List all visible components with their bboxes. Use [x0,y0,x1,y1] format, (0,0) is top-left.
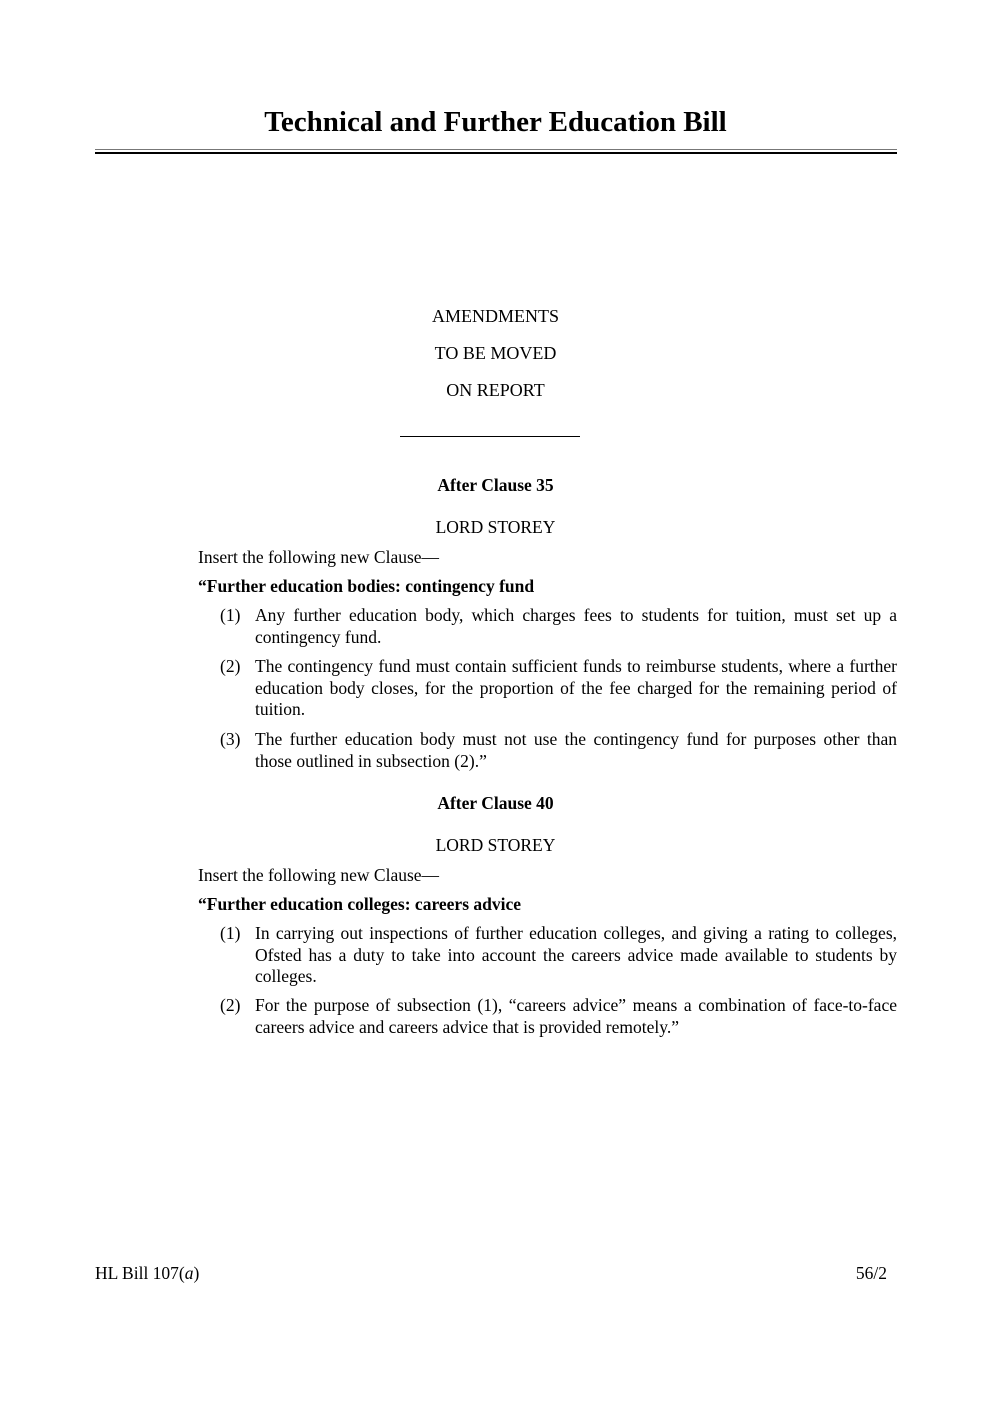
subsection-text: Any further education body, which charges fees to students for tuition, must set up a contingency fund. [255,605,897,647]
subsection [220,605,897,648]
section-divider [400,436,580,437]
subsection-text: The further education body must not use the contingency fund for purposes other than those outlined in subsection (2).” [255,729,897,771]
bill-reference-letter: a [184,1263,194,1283]
cover-line-amendments: AMENDMENTS [431,306,559,326]
bill-reference-prefix: HL Bill 107( [95,1263,185,1283]
subsection-number: (3) [220,729,241,749]
subsection-text: For the purpose of subsection (1), “careers advice” means a combination of face-to-face careers advice and careers advice that is provided remotely.” [255,995,897,1037]
amendment-instruction: Insert the following new Clause— [198,547,440,567]
title-rule-thick [95,152,897,154]
page-reference: 56/2 [855,1263,887,1283]
amendment-instruction: Insert the following new Clause— [198,865,440,885]
amendment-member: LORD STOREY [435,517,556,537]
subsection-text: In carrying out inspections of further education colleges, and giving a rating to colleges, Ofsted has a duty to take into account the careers advice made available to students by colleges. [255,923,897,986]
subsection [220,729,897,772]
title-rule-thin [95,149,897,150]
subsection-number: (2) [220,656,241,676]
amendment-member: LORD STOREY [435,835,556,855]
clause-heading: “Further education colleges: careers advice [198,894,522,914]
subsection [220,923,897,988]
subsection [220,995,897,1038]
amendment-position: After Clause 40 [437,793,554,813]
subsection-number: (1) [220,923,241,943]
cover-line-to-be-moved: TO BE MOVED [434,343,557,363]
subsection-number: (1) [220,605,241,625]
amendment-position: After Clause 35 [437,475,554,495]
subsection [220,656,897,721]
bill-reference-close: ) [193,1263,200,1283]
bill-reference [95,1263,199,1284]
cover-line-on-report: ON REPORT [446,380,545,400]
subsection-number: (2) [220,995,241,1015]
document-title: Technical and Further Education Bill [264,106,727,138]
clause-heading: “Further education bodies: contingency fund [198,576,535,596]
subsection-text: The contingency fund must contain sufficient funds to reimburse students, where a further education body closes, for the proportion of the fee charged for the remaining period of tuition. [255,656,897,719]
